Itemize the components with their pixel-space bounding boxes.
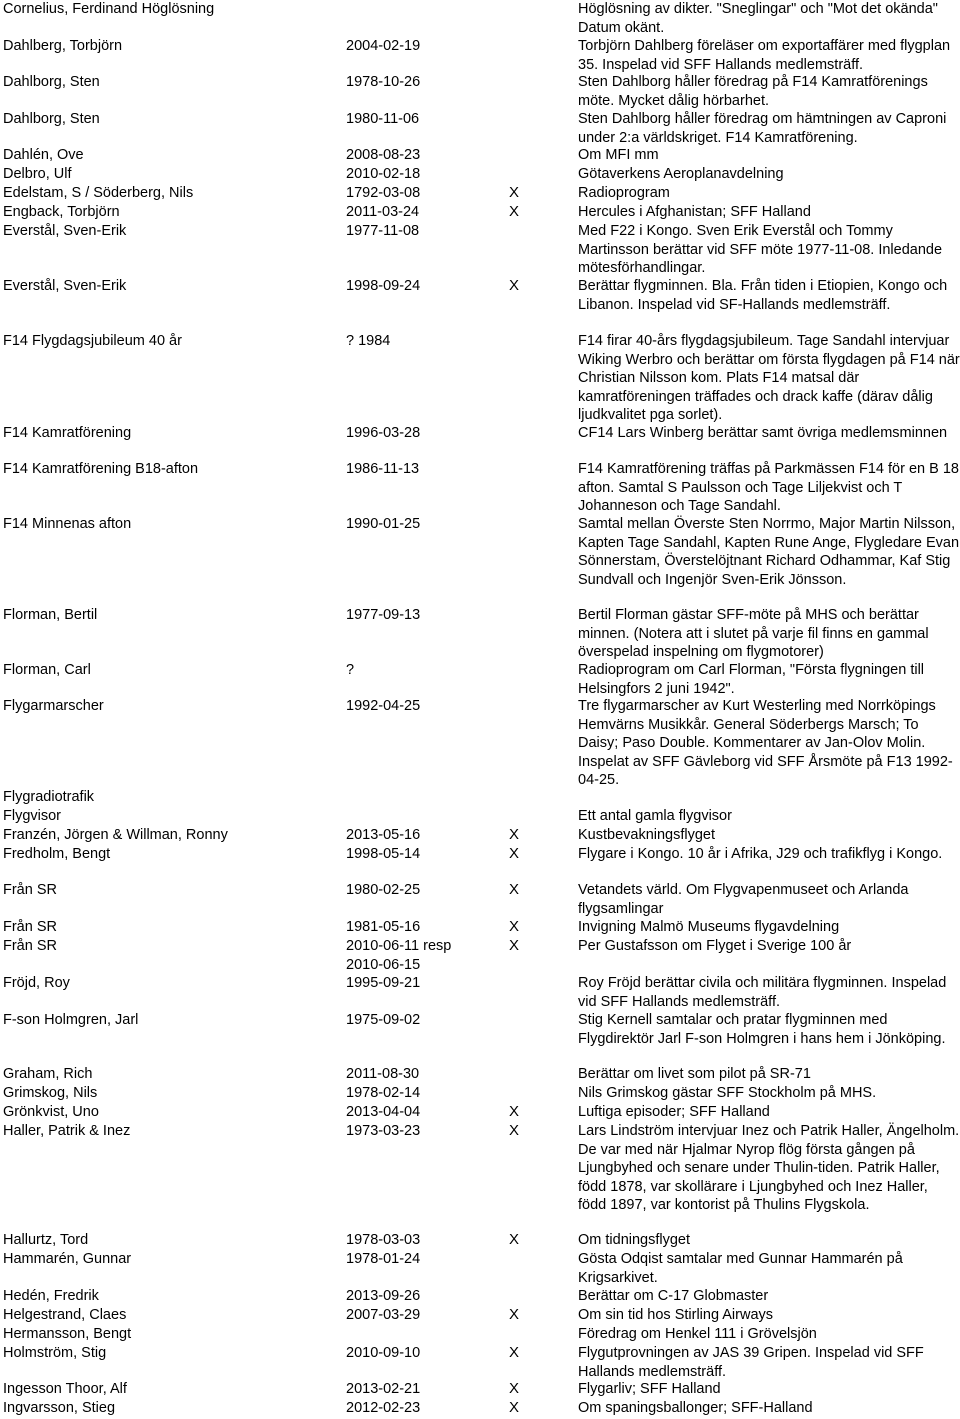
entry-flag: X [509,1306,520,1323]
entry-date: 1977-11-08 [346,223,420,239]
entry-flag: X [509,881,520,898]
entry-description: Flygutprovningen av JAS 39 Gripen. Inspelad vid SFF Hallands medlemsträff. [578,1345,924,1380]
entry-date: 1975-09-02 [346,1012,421,1028]
entry-description: Ett antal gamla flygvisor [578,808,732,824]
entry-name: Grönkvist, Uno [3,1104,99,1120]
entry-date: 2013-05-16 [346,827,421,843]
entry-description: Om MFI mm [578,147,659,163]
entry-description: Berättar om C-17 Globmaster [578,1288,769,1304]
entry-description: Sten Dahlborg håller föredrag på F14 Kamratförenings möte. Mycket dålig hörbarhet. [578,74,928,109]
entry-date: 2011-03-24 [346,204,420,220]
entry-description: Föredrag om Henkel 111 i Grövelsjön [578,1326,817,1342]
entry-date: 1978-03-03 [346,1232,421,1248]
entry-name: Engback, Torbjörn [3,204,120,220]
entry-description: Höglösning av dikter. "Sneglingar" och "Mot det okända" Datum okänt. [578,1,938,36]
entry-description: Per Gustafsson om Flyget i Sverige 100 år [578,938,852,954]
entry-name: Dahlborg, Sten [3,74,100,90]
entry-name: Dahlberg, Torbjörn [3,38,123,54]
entry-description: Om sin tid hos Stirling Airways [578,1307,774,1323]
entry-date: 1980-11-06 [346,111,420,127]
entry-name: Delbro, Ulf [3,166,72,182]
entry-description: F14 Kamratförening träffas på Parkmässen F14 för en B 18 afton. Samtal S Paulsson och Tage Liljekvist och T Johanneson och Tage Sandahl. [578,461,959,514]
entry-flag: X [509,826,520,843]
entry-description: Berättar om livet som pilot på SR-71 [578,1066,811,1082]
entry-description: Med F22 i Kongo. Sven Erik Everstål och Tommy Martinsson berättar vid SFF möte 1977-11-08. Inledande mötesförhandlingar. [578,223,943,276]
entry-flag: X [509,937,520,954]
entry-date: 2007-03-29 [346,1307,421,1323]
entry-name: Hedén, Fredrik [3,1288,99,1304]
entry-date: 1981-05-16 [346,919,421,935]
entry-name: Everstål, Sven-Erik [3,223,127,239]
entry-description: Radioprogram [578,185,670,201]
entry-name: Cornelius, Ferdinand Höglösning [3,1,215,17]
entry-name: Dahlborg, Sten [3,111,100,127]
entry-description: Berättar flygminnen. Bla. Från tiden i Etiopien, Kongo och Libanon. Inspelad vid SF-Hallands medlemsträff. [578,278,948,313]
entry-description: Lars Lindström intervjuar Inez och Patrik Haller, Ängelholm. De var med när Hjalmar Nyrop flög första gången på Ljungbyhed och senare under Thulin-tiden. Patrik Haller, född 1878, var skollärare i Ljungbyhed och Inez Haller, född 1897, var kontorist på Thulins Flygskola. [578,1123,960,1213]
entry-flag: X [509,1231,520,1248]
entry-name: Graham, Rich [3,1066,93,1082]
entry-name: Flygarmarscher [3,698,104,714]
entry-description: Sten Dahlborg håller föredrag om hämtningen av Caproni under 2:a världskriget. F14 Kamratförening. [578,111,947,146]
entry-flag: X [509,1103,520,1120]
entry-name: Franzén, Jörgen & Willman, Ronny [3,827,228,843]
entry-name: Haller, Patrik & Inez [3,1123,131,1139]
entry-name: Hammarén, Gunnar [3,1251,132,1267]
entry-flag: X [509,918,520,935]
entry-date: 2011-08-30 [346,1066,420,1082]
entry-date: 1998-05-14 [346,846,421,862]
entry-name: Helgestrand, Claes [3,1307,127,1323]
entry-name: Ingesson Thoor, Alf [3,1381,127,1397]
entry-name: Florman, Bertil [3,607,98,623]
entry-flag: X [509,1380,520,1397]
entry-description: Om spaningsballonger; SFF-Halland [578,1400,813,1416]
entry-description: Roy Fröjd berättar civila och militära flygminnen. Inspelad vid SFF Hallands medlemsträff. [578,975,947,1010]
entry-date: 1980-02-25 [346,882,421,898]
entry-name: Hallurtz, Tord [3,1232,89,1248]
entry-description: Vetandets värld. Om Flygvapenmuseet och Arlanda flygsamlingar [578,882,909,917]
entry-date: 1792-03-08 [346,185,421,201]
entry-name: Dahlén, Ove [3,147,84,163]
entry-flag: X [509,845,520,862]
entry-date: 1998-09-24 [346,278,421,294]
entry-name: Fredholm, Bengt [3,846,111,862]
entry-description: Stig Kernell samtalar och pratar flygminnen med Flygdirektör Jarl F-son Holmgren i hans hem i Jönköping. [578,1012,946,1047]
entry-flag: X [509,1122,520,1139]
entry-name: Everstål, Sven-Erik [3,278,127,294]
entry-date: 1996-03-28 [346,425,421,441]
entry-name: Hermansson, Bengt [3,1326,132,1342]
entry-description: Radioprogram om Carl Florman, "Första flygningen till Helsingfors 2 juni 1942". [578,662,925,697]
entry-description: Gösta Odqist samtalar med Gunnar Hammarén på Krigsarkivet. [578,1251,903,1286]
entry-name: Ingvarsson, Stieg [3,1400,116,1416]
entry-description: Invigning Malmö Museums flygavdelning [578,919,840,935]
entry-date: 1978-02-14 [346,1085,421,1101]
entry-date: 1978-01-24 [346,1251,421,1267]
entry-description: Om tidningsflyget [578,1232,691,1248]
entry-name: Holmström, Stig [3,1345,107,1361]
entry-description: Bertil Florman gästar SFF-möte på MHS och berättar minnen. (Notera att i slutet på varje fil finns en gammal överspelad inspelning om flygmotorer) [578,607,929,660]
entry-date: 1990-01-25 [346,516,421,532]
entry-date: 2010-06-11 resp 2010-06-15 [346,938,452,973]
entry-description: Kustbevakningsflyget [578,827,716,843]
entry-date: 1986-11-13 [346,461,420,477]
entry-name: Från SR [3,919,57,935]
entry-description: Götaverkens Aeroplanavdelning [578,166,784,182]
entry-description: Tre flygarmarscher av Kurt Westerling med Norrköpings Hemvärns Musikkår. General Söderbergs Marsch; To Daisy; Paso Double. Kommentarer av Jan-Olov Molin. Inspelat av SFF Gävleborg vid SFF Årsmöte på F13 1992-04-25. [578,698,953,788]
entry-date: 1973-03-23 [346,1123,421,1139]
entry-date: 2004-02-19 [346,38,421,54]
entry-description: Flygare i Kongo. 10 år i Afrika, J29 och trafikflyg i Kongo. [578,846,943,862]
entry-description: Samtal mellan Överste Sten Norrmo, Major Martin Nilsson, Kapten Tage Sandahl, Kapten Rune Ange, Flygledare Evan Sönnerstam, Överstelöjtnant Richard Odhammar, Kaf Stig Sundvall och Ingenjör Sven-Erik Jönsson. [578,516,960,588]
entry-name: F14 Kamratförening [3,425,132,441]
entry-flag: X [509,277,520,294]
entry-date: 2010-02-18 [346,166,421,182]
entry-flag: X [509,1399,520,1416]
entry-date: ? [346,662,355,678]
entry-name: Grimskog, Nils [3,1085,98,1101]
entry-name: F-son Holmgren, Jarl [3,1012,139,1028]
entry-date: 2013-04-04 [346,1104,421,1120]
entry-date: 2013-02-21 [346,1381,421,1397]
entry-name: Fröjd, Roy [3,975,70,991]
entry-flag: X [509,203,520,220]
entry-date: 2008-08-23 [346,147,421,163]
entry-date: 1992-04-25 [346,698,421,714]
entry-date: 1995-09-21 [346,975,421,991]
entry-date: 2013-09-26 [346,1288,421,1304]
entry-description: CF14 Lars Winberg berättar samt övriga medlemsminnen [578,425,948,441]
entry-description: Luftiga episoder; SFF Halland [578,1104,770,1120]
entry-date: ? 1984 [346,333,391,349]
entry-name: Flygvisor [3,808,62,824]
entry-date: 2010-09-10 [346,1345,421,1361]
entry-name: Från SR [3,938,57,954]
entry-description: F14 firar 40-års flygdagsjubileum. Tage Sandahl intervjuar Wiking Werbro och berättar om första flygdagen på F14 när Christian Nilsson kom. Plats F14 matsal där kamratföreningen träffades och drack kaffe (därav dålig ljudkvalitet pga sorlet). [578,333,960,423]
entry-date: 1977-09-13 [346,607,421,623]
entry-date: 2012-02-23 [346,1400,421,1416]
entry-description: Nils Grimskog gästar SFF Stockholm på MHS. [578,1085,877,1101]
entry-name: Från SR [3,882,57,898]
entry-name: F14 Kamratförening B18-afton [3,461,199,477]
entry-date: 1978-10-26 [346,74,421,90]
entry-flag: X [509,1344,520,1361]
entry-flag: X [509,184,520,201]
entry-name: F14 Minnenas afton [3,516,132,532]
entry-description: Hercules i Afghanistan; SFF Halland [578,204,811,220]
entry-name: Flygradiotrafik [3,789,95,805]
entry-description: Flygarliv; SFF Halland [578,1381,721,1397]
entry-name: F14 Flygdagsjubileum 40 år [3,333,182,349]
entry-name: Florman, Carl [3,662,91,678]
entry-description: Torbjörn Dahlberg föreläser om exportaffärer med flygplan 35. Inspelad vid SFF Hallands medlemsträff. [578,38,951,73]
entry-name: Edelstam, S / Söderberg, Nils [3,185,194,201]
